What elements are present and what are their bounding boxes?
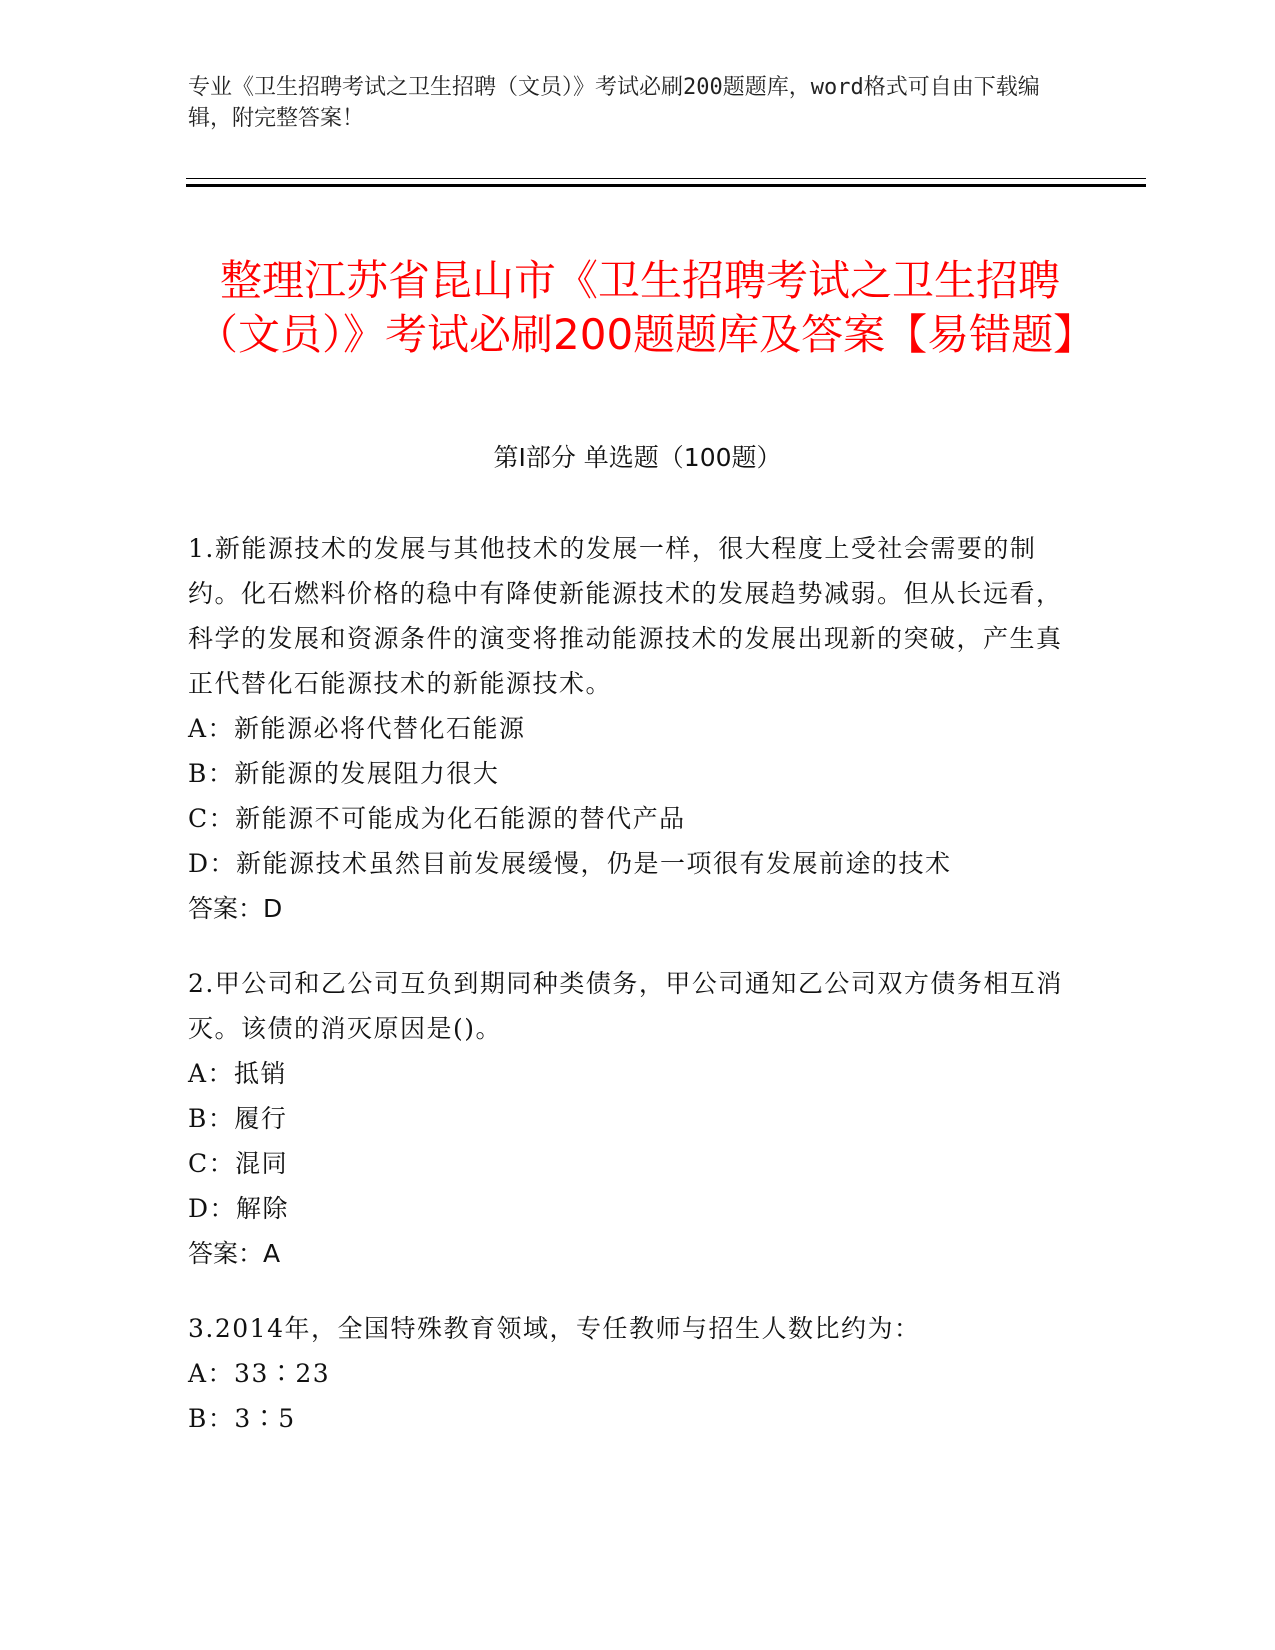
question-2 — [188, 961, 1068, 1276]
option-c: C：新能源不可能成为化石能源的替代产品 — [188, 804, 686, 833]
question-stem: 1.新能源技术的发展与其他技术的发展一样，很大程度上受社会需要的制约。化石燃料价格的稳中有降使新能源技术的发展趋势减弱。但从长远看，科学的发展和资源条件的演变将推动能源技术的发展出现新的突破，产生真正代替化石能源技术的新能源技术。 — [188, 534, 1063, 698]
answer: 答案：A — [188, 1239, 281, 1268]
option-b: B：履行 — [188, 1104, 288, 1133]
question-3 — [188, 1306, 1068, 1441]
option-b: B：新能源的发展阻力很大 — [188, 759, 500, 788]
question-stem: 3.2014年，全国特殊教育领域，专任教师与招生人数比约为： — [188, 1314, 921, 1343]
header-note: 专业《卫生招聘考试之卫生招聘（文员）》考试必刷200题题库，word格式可自由下载编辑，附完整答案！ — [188, 75, 1040, 131]
option-a: A：新能源必将代替化石能源 — [188, 714, 526, 743]
option-d: D：新能源技术虽然目前发展缓慢，仍是一项很有发展前途的技术 — [188, 849, 952, 878]
option-c: C：混同 — [188, 1149, 289, 1178]
option-a: A：33∶23 — [188, 1359, 331, 1388]
section-heading: 第I部分 单选题（100题） — [493, 443, 782, 472]
header-rule-thin — [186, 178, 1146, 179]
answer: 答案：D — [188, 894, 283, 923]
header-rule-thick — [186, 184, 1146, 187]
document-title: 整理江苏省昆山市《卫生招聘考试之卫生招聘（文员）》考试必刷200题题库及答案【易错题】 — [196, 256, 1096, 360]
question-list — [188, 526, 1068, 1471]
question-1 — [188, 526, 1068, 931]
option-b: B：3∶5 — [188, 1404, 296, 1433]
option-d: D：解除 — [188, 1194, 290, 1223]
option-a: A：抵销 — [188, 1059, 288, 1088]
question-stem: 2.甲公司和乙公司互负到期同种类债务，甲公司通知乙公司双方债务相互消灭。该债的消灭原因是()。 — [188, 969, 1063, 1043]
